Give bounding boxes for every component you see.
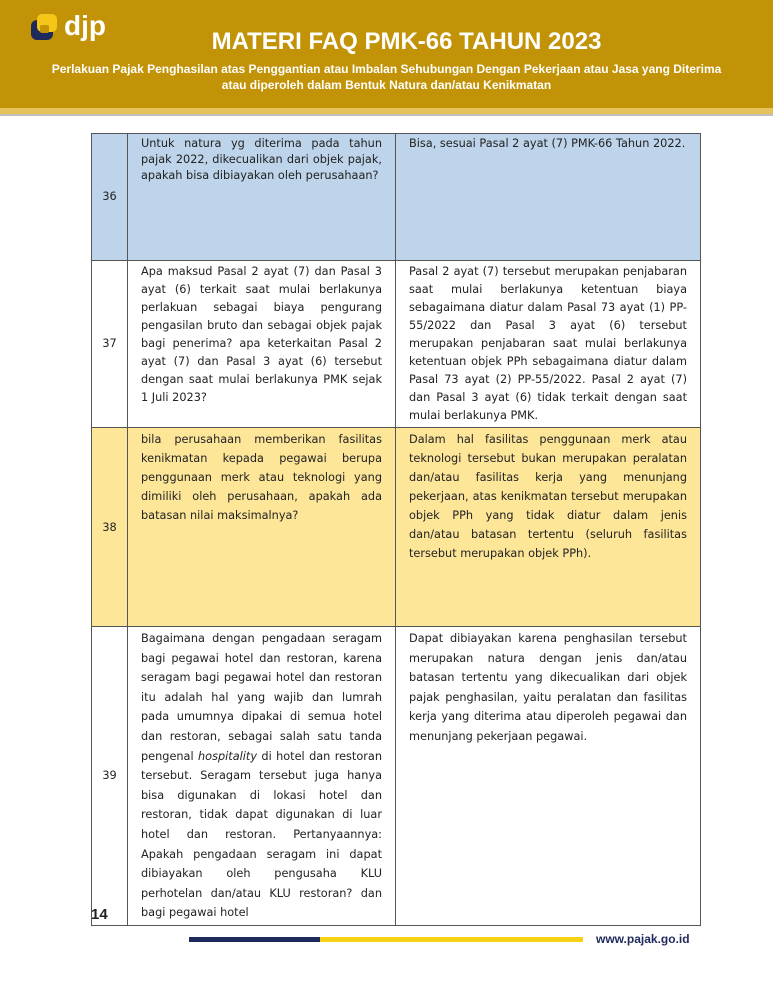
faq-row (92, 428, 701, 627)
faq-number: 38 (92, 428, 128, 627)
logo-text: djp (64, 10, 106, 41)
question-italic-term: hospitality (198, 749, 258, 763)
question-text: di hotel dan restoran tersebut. Seragam tersebut juga hanya bisa digunakan di lokasi hotel dan restoran, tidak dapat digunakan di luar hotel dan restoran. Pertanyaannya: Apakah pengadaan seragam ini dapat dibiayakan oleh pengusaha KLU perhotelan dan/atau KLU restoran? dan bagi pegawai hotel (141, 749, 382, 920)
header-divider (0, 114, 773, 116)
faq-question: Untuk natura yg diterima pada tahun pajak 2022, dikecualikan dari objek pajak, apakah bisa dibiayakan oleh perusahaan? (128, 134, 396, 261)
document-title: MATERI FAQ PMK-66 TAHUN 2023 (211, 28, 602, 55)
faq-table (91, 133, 701, 926)
header-banner (0, 0, 773, 108)
question-text: Bagaimana dengan pengadaan seragam bagi pegawai hotel dan restoran, karena seragam bagi pegawai hotel dan restoran itu adalah hal yang wajib dan lumrah pada umumnya dipakai di semua hotel dan restoran, sebagai salah satu tanda pengenal (141, 632, 382, 763)
faq-answer: Dapat dibiayakan karena penghasilan tersebut merupakan natura dengan jenis dan/atau batasan tertentu yang dikecualikan dari objek pajak penghasilan, yaitu peralatan dan fasilitas kerja yang diterima atau diperoleh pegawai dan menunjang pekerjaan pegawai. (396, 627, 701, 926)
faq-number: 37 (92, 261, 128, 428)
page-number: 14 (91, 906, 108, 923)
faq-question (128, 627, 396, 926)
footer-bar-yellow (320, 937, 583, 942)
faq-question: bila perusahaan memberikan fasilitas kenikmatan kepada pegawai berupa penggunaan merk atau teknologi yang dimiliki oleh perusahaan, apakah ada batasan nilai maksimalnya? (128, 428, 396, 627)
faq-row (92, 261, 701, 428)
footer-bar-navy (189, 937, 320, 942)
faq-number: 39 (92, 627, 128, 926)
faq-row (92, 134, 701, 261)
document-subtitle (20, 61, 753, 93)
subtitle-line-1: Perlakuan Pajak Penghasilan atas Penggantian atau Imbalan Sehubungan Dengan Pekerjaan atau Jasa yang Diterima (51, 62, 722, 76)
faq-answer: Dalam hal fasilitas penggunaan merk atau teknologi tersebut bukan merupakan peralatan dan/atau fasilitas kerja yang menunjang pekerjaan, atas kenikmatan tersebut merupakan objek PPh yang tidak diatur dalam jenis dan/atau batasan tertentu (seluruh fasilitas tersebut merupakan objek PPh). (396, 428, 701, 627)
faq-answer: Bisa, sesuai Pasal 2 ayat (7) PMK-66 Tahun 2022. (396, 134, 701, 261)
faq-number: 36 (92, 134, 128, 261)
footer-url: www.pajak.go.id (596, 932, 690, 946)
faq-answer: Pasal 2 ayat (7) tersebut merupakan penjabaran saat mulai berlakunya ketentuan biaya sebagaimana diatur dalam Pasal 73 ayat (1) PP-55/2022 dan Pasal 3 ayat (6) tersebut merupakan penjabaran saat mulai berlakunya ketentuan objek PPh sebagaimana diatur dalam Pasal 73 ayat (2) PP-55/2022. Pasal 2 ayat (7) dan Pasal 3 ayat (6) tidak terkait dengan saat mulai berlakunya PMK. (396, 261, 701, 428)
subtitle-line-2: atau diperoleh dalam Bentuk Natura dan/atau Kenikmatan (221, 78, 552, 92)
faq-question: Apa maksud Pasal 2 ayat (7) dan Pasal 3 ayat (6) terkait saat mulai berlakunya perlakuan sebagai biaya pengurang pengasilan bruto dan sebagai objek pajak bagi penerima? apa keterkaitan Pasal 2 ayat (7) dan Pasal 3 ayat (6) tersebut dengan saat mulai berlakunya PMK sejak 1 Juli 2023? (128, 261, 396, 428)
faq-row (92, 627, 701, 926)
